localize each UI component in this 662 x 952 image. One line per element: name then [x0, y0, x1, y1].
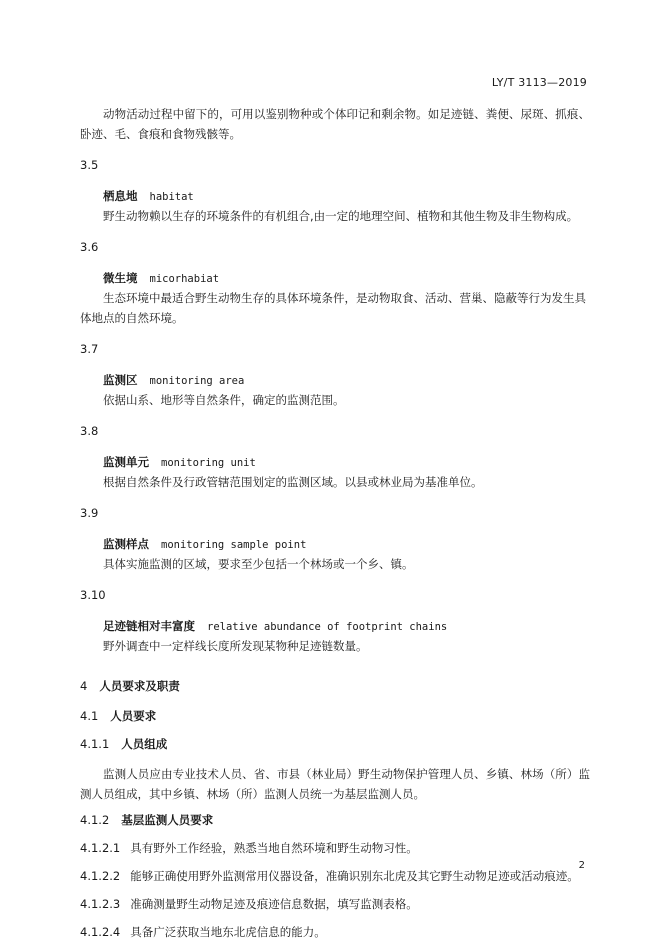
term-definition: 野生动物赖以生存的环境条件的有机组合,由一定的地理空间、植物和其他生物及非生物构成。	[103, 209, 579, 223]
list-item	[80, 896, 590, 914]
term-english: micorhabiat	[149, 273, 220, 285]
list-item	[80, 868, 590, 886]
section-title: 人员组成	[121, 737, 168, 751]
section-heading-4	[80, 678, 590, 696]
item-text: 具备广泛获取当地东北虎信息的能力。	[130, 925, 326, 939]
item-text: 能够正确使用野外监测常用仪器设备，准确识别东北虎及其它野生动物足迹或活动痕迹。	[130, 869, 579, 883]
intro-paragraph: 动物活动过程中留下的，可用以鉴别物种或个体印记和剩余物。如足迹链、粪便、尿斑、抓痕、卧迹、毛、食痕和食物残骸等。	[80, 107, 590, 141]
section-heading-4-1-1	[80, 736, 590, 754]
term-definition: 野外调查中一定样线长度所发现某物种足迹链数量。	[103, 639, 368, 653]
section-number: 4.1.2	[80, 813, 110, 827]
term-entry-3-8	[80, 424, 590, 492]
term-chinese: 栖息地	[103, 189, 138, 203]
term-definition: 依据山系、地形等自然条件，确定的监测范围。	[103, 393, 345, 407]
item-number: 4.1.2.4	[80, 925, 121, 939]
term-heading	[103, 186, 590, 206]
term-english: relative abundance of footprint chains	[207, 621, 448, 633]
term-chinese: 监测区	[103, 373, 138, 387]
term-entry-3-10	[80, 588, 590, 656]
section-heading-4-1-2	[80, 812, 590, 830]
item-number: 4.1.2.1	[80, 841, 121, 855]
term-heading	[103, 616, 590, 636]
term-number: 3.10	[80, 588, 106, 602]
term-number: 3.5	[80, 158, 99, 172]
term-heading	[103, 268, 590, 288]
list-item	[80, 840, 590, 858]
term-definition: 生态环境中最适合野生动物生存的具体环境条件，是动物取食、活动、营巢、隐蔽等行为发生具体地点的自然环境。	[80, 291, 586, 325]
list-item	[80, 924, 590, 942]
term-chinese: 监测样点	[103, 537, 149, 551]
section-number: 4	[80, 679, 88, 693]
section-title: 人员要求及职责	[99, 679, 180, 693]
item-number: 4.1.2.2	[80, 869, 121, 883]
page-number: 2	[578, 860, 585, 871]
term-entry-3-7	[80, 342, 590, 410]
section-paragraph-4-1-1: 监测人员应由专业技术人员、省、市县（林业局）野生动物保护管理人员、乡镇、林场（所）监测人员组成，其中乡镇、林场（所）监测人员统一为基层监测人员。	[80, 767, 590, 801]
section-heading-4-1	[80, 708, 590, 726]
term-number: 3.7	[80, 342, 99, 356]
section-title: 基层监测人员要求	[121, 813, 214, 827]
section-number: 4.1	[80, 709, 99, 723]
page-content	[80, 104, 590, 952]
item-number: 4.1.2.3	[80, 897, 121, 911]
item-text: 准确测量野生动物足迹及痕迹信息数据，填写监测表格。	[130, 897, 418, 911]
term-english: monitoring sample point	[161, 539, 307, 551]
term-number: 3.9	[80, 506, 99, 520]
term-number: 3.6	[80, 240, 99, 254]
term-english: habitat	[149, 191, 194, 203]
term-heading	[103, 534, 590, 554]
term-definition: 具体实施监测的区域，要求至少包括一个林场或一个乡、镇。	[103, 557, 414, 571]
term-heading	[103, 452, 590, 472]
term-english: monitoring unit	[161, 457, 256, 469]
section-number: 4.1.1	[80, 737, 110, 751]
term-entry-3-5	[80, 158, 590, 226]
term-english: monitoring area	[149, 375, 245, 387]
term-entry-3-9	[80, 506, 590, 574]
term-number: 3.8	[80, 424, 99, 438]
section-title: 人员要求	[110, 709, 157, 723]
standard-code-header: LY/T 3113—2019	[491, 76, 587, 89]
term-chinese: 监测单元	[103, 455, 149, 469]
term-chinese: 微生境	[103, 271, 138, 285]
item-text: 具有野外工作经验，熟悉当地自然环境和野生动物习性。	[130, 841, 418, 855]
term-chinese: 足迹链相对丰富度	[103, 619, 195, 633]
term-definition: 根据自然条件及行政管辖范围划定的监测区域。以县或林业局为基准单位。	[103, 475, 483, 489]
term-entry-3-6	[80, 240, 590, 328]
term-heading	[103, 370, 590, 390]
